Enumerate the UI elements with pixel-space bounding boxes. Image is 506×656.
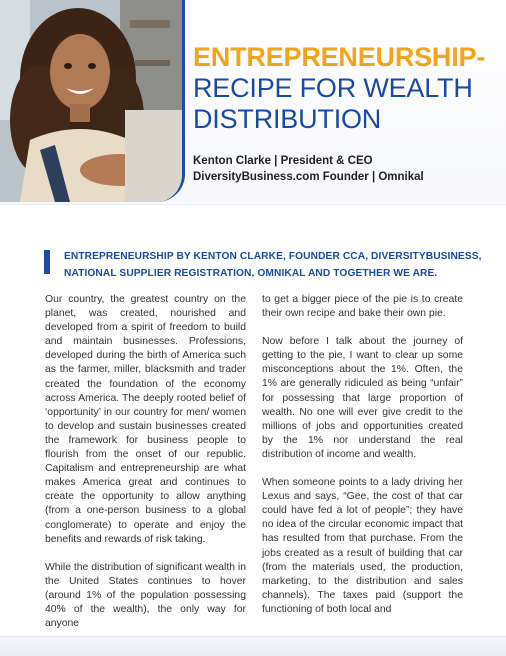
author-affiliations: DiversityBusiness.com Founder | Omnikal — [193, 171, 424, 183]
paragraph: Our country, the greatest country on the planet, was created, nourished and developed from a spirit of freedom to build and maintain businesses. Professions, developed during the birth of America such as the farmer, miller, blacksmith and trader created the foundation of the economy across America. The deeply rooted belief of ‘opportunity’ in our country for men/ women to develop and sustain businesses created the framework for business people to flourish from the onset of our republic. Capitalism and entrepreneurship are what makes America great and continues to create the opportunity to allow anything (from a one-person business to a global conglomerate) to operate and enjoy the benefits and rewards of risk taking. — [45, 294, 246, 545]
author-byline — [193, 153, 498, 185]
paragraph: When someone points to a lady driving her Lexus and says, “Gee, the cost of that car could have fed a lot of people”; they have no idea of the circular economic impact that has resulted from that purchase. From the jobs created as a result of building that car (from the materials used, the production, marketing, to the distribution and sales channels). The taxes paid (support the functioning of both local and — [262, 477, 463, 615]
paragraph: Now before I talk about the journey of getting to the pie, I want to clear up some misconceptions about the 1%. Often, the 1% are generally ridiculed as being “unfair” for possessing that large proportion of wealth. No one will ever give credit to the millions of jobs and opportunities created by the 1% nor understand the real distribution of income and wealth. — [262, 336, 463, 460]
header-banner — [0, 0, 506, 205]
author-name-role: Kenton Clarke | President & CEO — [193, 155, 373, 167]
paragraph: While the distribution of significant wealth in the United States continues to hover (around 1% of the population possessing 40% of the wealth), the only way for anyone — [45, 561, 246, 630]
title-line-1: ENTREPRENEURSHIP- — [193, 42, 486, 72]
title-line-2: RECIPE FOR WEALTH — [193, 73, 473, 103]
callout-accent-bar — [44, 250, 50, 274]
body-column-left — [45, 293, 246, 645]
title-line-3: DISTRIBUTION — [193, 104, 382, 134]
section-divider — [0, 204, 506, 205]
page-footer-band — [0, 636, 506, 656]
article-title — [193, 42, 498, 135]
woman-smiling-illustration — [0, 0, 182, 202]
body-column-right — [262, 293, 463, 631]
callout-text: ENTREPRENEURSHIP BY KENTON CLARKE, FOUNDER CCA, DIVERSITYBUSINESS, NATIONAL SUPPLIER REGISTRATION, OMNIKAL AND TOGETHER WE ARE. — [64, 251, 482, 279]
author-photo — [0, 0, 185, 202]
paragraph: to get a bigger piece of the pie is to create their own recipe and bake their own pie. — [262, 294, 463, 320]
